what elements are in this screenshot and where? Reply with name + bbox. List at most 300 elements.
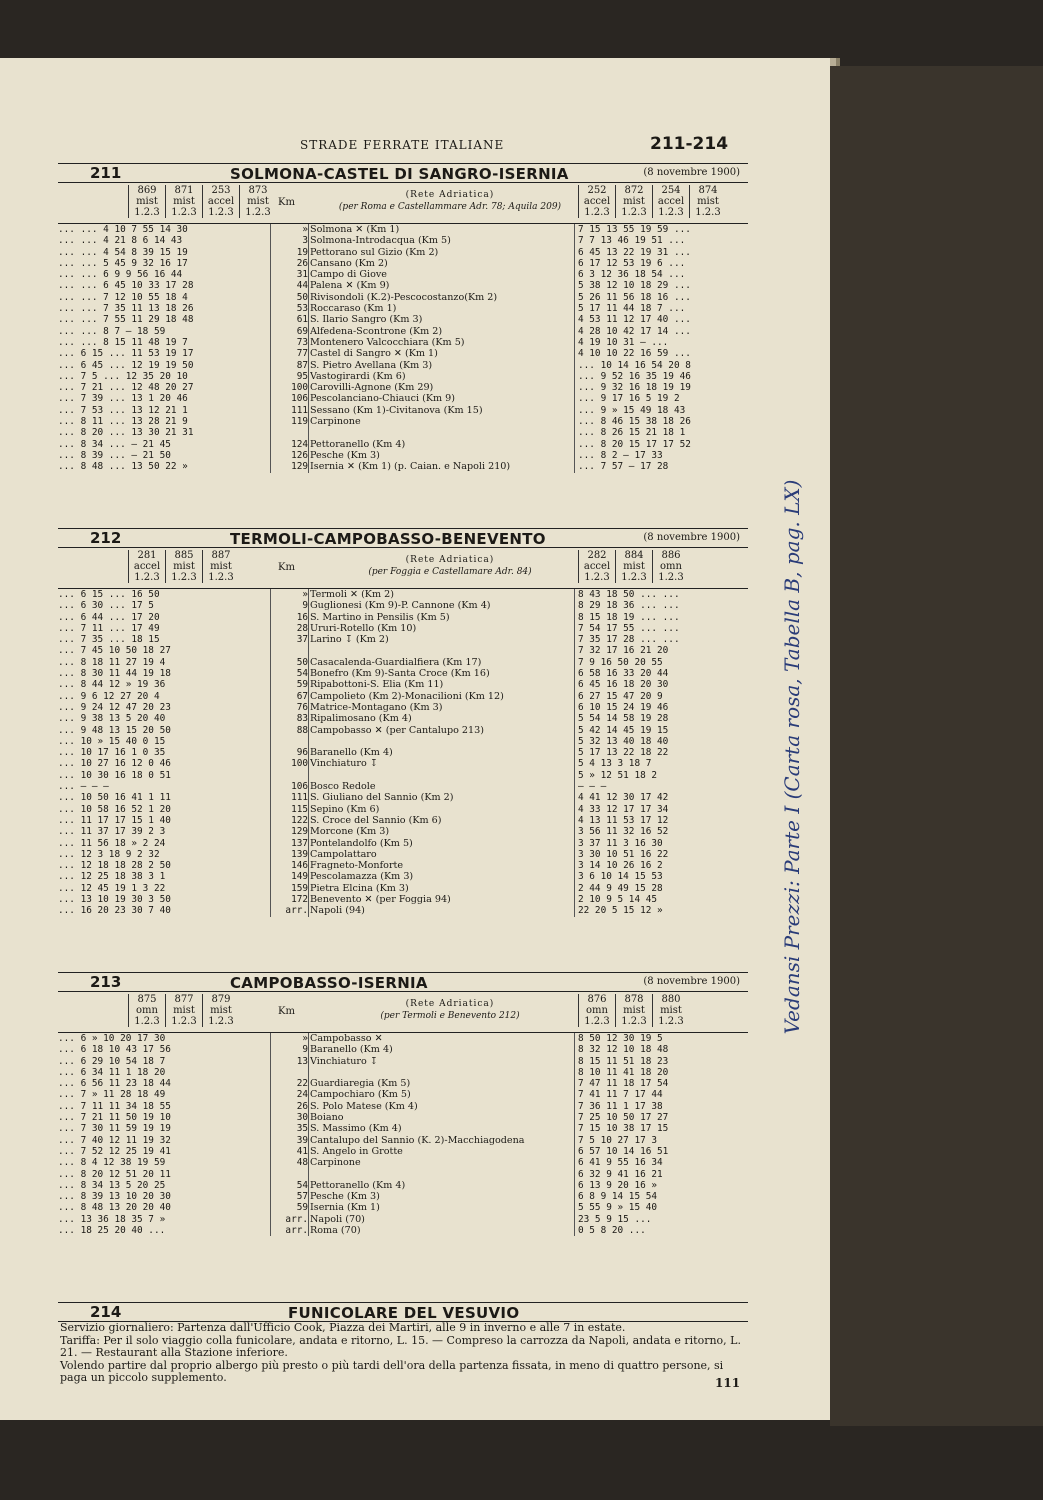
table-row (58, 393, 748, 404)
right-times: 5 55 9 » 15 40 (578, 1202, 658, 1214)
station-name: Benevento ✕ (per Foggia 94) (310, 894, 451, 906)
page-number: 111 (715, 1376, 741, 1390)
left-times: ... ... 7 12 10 55 18 4 (58, 291, 188, 303)
column-rule (308, 224, 309, 473)
km-cell: 28 (296, 622, 308, 634)
right-times: 3 6 10 14 15 53 (578, 871, 663, 883)
train-column-label: 252 accel 1.2.3 (578, 185, 615, 218)
km-cell: 100 (291, 758, 308, 770)
left-times: ... 8 4 12 38 19 59 (58, 1157, 166, 1169)
station-name: S. Polo Matese (Km 4) (310, 1100, 418, 1112)
km-cell: 44 (296, 280, 308, 292)
train-header (58, 183, 748, 224)
station-name: Roma (70) (310, 1225, 361, 1237)
station-name: Matrice-Montagano (Km 3) (310, 701, 443, 713)
right-times: ... 10 14 16 54 20 8 (578, 359, 691, 371)
table-row (58, 1033, 748, 1044)
right-times: 8 43 18 50 ... ... (578, 589, 680, 600)
station-name: S. Croce del Sannio (Km 6) (310, 814, 442, 826)
train-column-label: 880 mist 1.2.3 (652, 994, 689, 1027)
left-times: ... ... 8 15 11 48 19 7 (58, 336, 188, 348)
right-times: 4 10 10 22 16 59 ... (578, 348, 691, 360)
right-times: 5 4 13 3 18 7 (578, 758, 652, 770)
section-number: 211 (90, 164, 122, 182)
train-header (58, 992, 748, 1033)
column-rule (574, 589, 575, 917)
train-column-label: 877 mist 1.2.3 (165, 994, 202, 1027)
station-name: Castel di Sangro ✕ (Km 1) (310, 348, 438, 360)
table-row (58, 781, 748, 792)
km-cell: 159 (291, 882, 308, 894)
station-name: Isernia ✕ (Km 1) (p. Caian. e Napoli 210) (310, 461, 511, 473)
station-name: Vinchiaturo ↧ (310, 1055, 378, 1067)
station-name: Napoli (94) (310, 905, 365, 917)
left-times: ... 6 29 10 54 18 7 (58, 1055, 166, 1067)
table-row (58, 269, 748, 280)
network-name: (Rete Adriatica) (405, 999, 495, 1009)
network-name: (Rete Adriatica) (405, 555, 495, 565)
right-times: 4 13 11 53 17 12 (578, 814, 669, 826)
right-times: 8 50 12 30 19 5 (578, 1033, 663, 1044)
km-label: Km (278, 562, 295, 573)
km-cell: 106 (291, 781, 308, 793)
km-cell: 95 (296, 370, 308, 382)
right-times: 7 15 13 55 19 59 ... (578, 224, 691, 235)
station-name: Pescolanciano-Chiauci (Km 9) (310, 393, 455, 405)
train-header (58, 548, 748, 589)
km-cell: 67 (296, 690, 308, 702)
table-row (58, 360, 748, 371)
left-times: ... 9 6 12 27 20 4 (58, 690, 160, 702)
station-name: Bosco Redole (310, 781, 376, 793)
table-row (58, 623, 748, 634)
column-rule (308, 589, 309, 917)
left-times: ... 7 » 11 28 18 49 (58, 1089, 166, 1101)
station-name: Casacalenda-Guardialfiera (Km 17) (310, 656, 482, 668)
km-cell: 35 (296, 1123, 308, 1135)
train-column-label: 282 accel 1.2.3 (578, 550, 615, 583)
km-cell: 146 (291, 860, 308, 872)
left-times: ... 10 » 15 40 0 15 (58, 735, 166, 747)
km-cell: 50 (296, 291, 308, 303)
station-name: S. Pietro Avellana (Km 3) (310, 359, 433, 371)
km-cell: arr. (285, 1225, 308, 1237)
station-name: Guglionesi (Km 9)-P. Cannone (Km 4) (310, 600, 491, 612)
right-times: 3 56 11 32 16 52 (578, 826, 669, 838)
station-name: Larino ↧ (Km 2) (310, 634, 389, 646)
table-row (58, 461, 748, 472)
km-cell: 59 (296, 1202, 308, 1214)
table-row (58, 1067, 748, 1078)
right-train-columns (578, 185, 726, 218)
km-cell: 124 (291, 438, 308, 450)
right-times: 8 10 11 41 18 20 (578, 1066, 669, 1078)
left-times: ... 7 53 ... 13 12 21 1 (58, 404, 188, 416)
timetable-rows (58, 1033, 748, 1236)
left-times: ... 6 15 ... 16 50 (58, 589, 160, 600)
right-times: ... 9 » 15 49 18 43 (578, 404, 686, 416)
left-times: ... 7 11 11 34 18 55 (58, 1100, 171, 1112)
km-cell: 137 (291, 837, 308, 849)
right-times: 7 7 13 46 19 51 ... (578, 235, 686, 247)
table-row (58, 871, 748, 882)
km-cell: 39 (296, 1134, 308, 1146)
right-times: 7 5 10 27 17 3 (578, 1134, 658, 1146)
section-title: FUNICOLARE DEL VESUVIO (288, 1304, 520, 1322)
table-row (58, 247, 748, 258)
km-cell: 53 (296, 303, 308, 315)
right-times: ... 9 32 16 18 19 19 (578, 382, 691, 394)
table-row (58, 427, 748, 438)
running-head-title: STRADE FERRATE ITALIANE (300, 138, 505, 152)
table-row (58, 736, 748, 747)
table-row (58, 1157, 748, 1168)
right-times: ... 7 57 — 17 28 (578, 461, 669, 473)
station-name: Sepino (Km 6) (310, 803, 380, 815)
left-times: ... 9 24 12 47 20 23 (58, 701, 171, 713)
connection-note: (per Termoli e Benevento 212) (380, 1011, 520, 1021)
train-column-label: 253 accel 1.2.3 (202, 185, 239, 218)
km-cell: 30 (296, 1112, 308, 1124)
right-times: 7 9 16 50 20 55 (578, 656, 663, 668)
table-row (58, 1112, 748, 1123)
left-times: ... 11 56 18 » 2 24 (58, 837, 166, 849)
train-column-label: 884 mist 1.2.3 (615, 550, 652, 583)
train-column-label: 281 accel 1.2.3 (128, 550, 165, 583)
km-cell: 13 (296, 1055, 308, 1067)
train-column-label: 886 omn 1.2.3 (652, 550, 689, 583)
km-cell: 24 (296, 1089, 308, 1101)
station-name: Campolattaro (310, 848, 377, 860)
station-name: Solmona ✕ (Km 1) (310, 224, 400, 235)
km-cell: 111 (291, 792, 308, 804)
right-times: 7 41 11 7 17 44 (578, 1089, 663, 1101)
table-row (58, 1214, 748, 1225)
right-times: 8 29 18 36 ... ... (578, 600, 680, 612)
right-times: 7 25 10 50 17 27 (578, 1112, 669, 1124)
km-cell: 61 (296, 314, 308, 326)
table-row (58, 1180, 748, 1191)
km-cell: 119 (291, 416, 308, 428)
left-times: ... 6 » 10 20 17 30 (58, 1033, 166, 1044)
right-times: 22 20 5 15 12 » (578, 905, 663, 917)
right-times: 6 32 9 41 16 21 (578, 1168, 663, 1180)
table-row (58, 838, 748, 849)
station-name: Solmona-Introdacqua (Km 5) (310, 235, 451, 247)
right-times: 5 17 11 44 18 7 ... (578, 303, 686, 315)
table-row (58, 1101, 748, 1112)
station-name: Campobasso ✕ (310, 1033, 383, 1044)
right-times: ... 9 52 16 35 19 46 (578, 370, 691, 382)
left-times: ... ... 6 45 10 33 17 28 (58, 280, 194, 292)
station-name: Roccaraso (Km 1) (310, 303, 397, 315)
table-row (58, 668, 748, 679)
left-times: ... 13 36 18 35 7 » (58, 1213, 166, 1225)
left-times: ... ... 7 55 11 29 18 48 (58, 314, 194, 326)
left-times: ... 7 52 12 25 19 41 (58, 1145, 171, 1157)
right-times: 4 33 12 17 17 34 (578, 803, 669, 815)
table-row (58, 382, 748, 393)
train-column-label: 876 omn 1.2.3 (578, 994, 615, 1027)
right-times: ... 9 17 16 5 19 2 (578, 393, 680, 405)
section-title: TERMOLI-CAMPOBASSO-BENEVENTO (230, 530, 546, 548)
right-times: 2 44 9 49 15 28 (578, 882, 663, 894)
side-advert (752, 390, 812, 1130)
station-name: Pettoranello (Km 4) (310, 1179, 406, 1191)
table-row (58, 235, 748, 246)
left-times: ... 10 17 16 1 0 35 (58, 747, 166, 759)
side-advert-text: Vedansi Prezzi: Parte I (Carta rosa, Tabella B, pag. LX) (780, 479, 804, 1035)
table-row (58, 804, 748, 815)
table-row (58, 1089, 748, 1100)
right-times: 5 17 13 22 18 22 (578, 747, 669, 759)
left-times: ... 12 25 18 38 3 1 (58, 871, 166, 883)
left-times: ... 6 45 ... 12 19 19 50 (58, 359, 194, 371)
station-name: Isernia (Km 1) (310, 1202, 380, 1214)
table-row (58, 612, 748, 623)
table-row (58, 439, 748, 450)
km-cell: 126 (291, 449, 308, 461)
table-row (58, 645, 748, 656)
table-row (58, 894, 748, 905)
column-rule (270, 224, 271, 473)
section-date: (8 novembre 1900) (643, 167, 740, 178)
km-cell: 115 (291, 803, 308, 815)
right-times: ... 8 46 15 38 18 26 (578, 416, 691, 428)
table-row (58, 1135, 748, 1146)
right-times: 3 30 10 51 16 22 (578, 848, 669, 860)
table-row (58, 303, 748, 314)
table-row (58, 450, 748, 461)
right-times: 6 57 10 14 16 51 (578, 1145, 669, 1157)
table-row (58, 770, 748, 781)
section-header (58, 163, 748, 183)
table-row (58, 1123, 748, 1134)
right-times: 7 35 17 28 ... ... (578, 634, 680, 646)
left-times: ... 7 30 11 59 19 19 (58, 1123, 171, 1135)
station-name: S. Massimo (Km 4) (310, 1123, 402, 1135)
table-row (58, 405, 748, 416)
km-cell: 54 (296, 668, 308, 680)
left-times: ... 8 44 12 » 19 36 (58, 679, 166, 691)
train-column-label: 878 mist 1.2.3 (615, 994, 652, 1027)
left-times: ... 16 20 23 30 7 40 (58, 905, 171, 917)
timetable-rows (58, 224, 748, 473)
right-times: 3 37 11 3 16 30 (578, 837, 663, 849)
station-name: Fragneto-Monforte (310, 860, 404, 872)
left-times: ... 7 21 11 50 19 10 (58, 1112, 171, 1124)
table-row (58, 1044, 748, 1055)
km-cell: 48 (296, 1157, 308, 1169)
column-rule (574, 1033, 575, 1236)
station-name: Termoli ✕ (Km 2) (310, 589, 394, 600)
km-cell: 19 (296, 246, 308, 258)
section-header (58, 1302, 748, 1322)
km-cell: 50 (296, 656, 308, 668)
km-cell: 129 (291, 826, 308, 838)
km-cell: 73 (296, 336, 308, 348)
station-name: Carpinone (310, 416, 361, 428)
right-times: 6 3 12 36 18 54 ... (578, 269, 686, 281)
running-head-range: 211-214 (650, 134, 729, 154)
train-column-label: 887 mist 1.2.3 (202, 550, 239, 583)
table-row (58, 815, 748, 826)
train-column-label: 885 mist 1.2.3 (165, 550, 202, 583)
left-times: ... 6 18 10 43 17 56 (58, 1044, 171, 1056)
funicolare-text (58, 1322, 748, 1385)
left-times: ... 9 48 13 15 20 50 (58, 724, 171, 736)
km-cell: 16 (296, 611, 308, 623)
km-cell: 77 (296, 348, 308, 360)
column-rule (270, 589, 271, 917)
left-times: ... 8 39 ... — 21 50 (58, 449, 171, 461)
left-times: ... 8 11 ... 13 28 21 9 (58, 416, 188, 428)
station-name: Cantalupo del Sannio (K. 2)-Macchiagodena (310, 1134, 525, 1146)
station-name: S. Martino in Pensilis (Km 5) (310, 611, 450, 623)
left-times: ... ... 4 21 8 6 14 43 (58, 235, 183, 247)
km-cell: 37 (296, 634, 308, 646)
right-train-columns (578, 550, 689, 583)
table-row (58, 747, 748, 758)
km-cell: 69 (296, 325, 308, 337)
section-212 (58, 528, 748, 917)
left-train-columns (128, 994, 239, 1027)
train-column-label: 869 mist 1.2.3 (128, 185, 165, 218)
station-name: Campochiaro (Km 5) (310, 1089, 411, 1101)
table-row (58, 713, 748, 724)
station-name: S. Giuliano del Sannio (Km 2) (310, 792, 454, 804)
km-cell: 22 (296, 1078, 308, 1090)
km-label: Km (278, 197, 295, 208)
left-times: ... 8 34 13 5 20 25 (58, 1179, 166, 1191)
right-times: 5 26 11 56 18 16 ... (578, 291, 691, 303)
right-times: 7 32 17 16 21 20 (578, 645, 669, 657)
section-211 (58, 163, 748, 473)
left-times: ... ... 4 10 7 55 14 30 (58, 224, 188, 235)
right-times: 7 36 11 1 17 38 (578, 1100, 663, 1112)
km-cell: » (302, 1033, 308, 1044)
km-cell: 88 (296, 724, 308, 736)
table-row (58, 416, 748, 427)
left-times: ... — — — (58, 781, 109, 793)
right-times: 5 42 14 45 19 15 (578, 724, 669, 736)
left-times: ... 7 35 ... 18 15 (58, 634, 160, 646)
table-row (58, 589, 748, 600)
station-name: Boiano (310, 1112, 344, 1124)
left-times: ... 9 38 13 5 20 40 (58, 713, 166, 725)
right-times: 7 54 17 55 ... ... (578, 622, 680, 634)
train-column-label: 875 omn 1.2.3 (128, 994, 165, 1027)
km-cell: 41 (296, 1145, 308, 1157)
km-cell: 57 (296, 1191, 308, 1203)
right-times: 6 45 16 18 20 30 (578, 679, 669, 691)
funicolare-line: Volendo partire dal proprio albergo più presto o più tardi dell'ora della partenza fissata, in meno di quattro persone, si paga un piccolo supplemento. (60, 1358, 724, 1384)
page-edge (830, 66, 1043, 1426)
table-row (58, 292, 748, 303)
table-row (58, 371, 748, 382)
train-column-label: 254 accel 1.2.3 (652, 185, 689, 218)
km-cell: 106 (291, 393, 308, 405)
km-cell: » (302, 589, 308, 600)
column-rule (308, 1033, 309, 1236)
train-column-label: 873 mist 1.2.3 (239, 185, 276, 218)
table-row (58, 1078, 748, 1089)
left-times: ... 13 10 19 30 3 50 (58, 894, 171, 906)
station-name: Montenero Valcocchiara (Km 5) (310, 336, 465, 348)
left-times: ... 6 34 11 1 18 20 (58, 1066, 166, 1078)
station-name: Cansano (Km 2) (310, 257, 388, 269)
km-cell: 9 (302, 600, 308, 612)
table-row (58, 1191, 748, 1202)
km-cell: arr. (285, 905, 308, 917)
section-number: 212 (90, 529, 122, 547)
km-cell: 3 (302, 235, 308, 247)
table-row (58, 326, 748, 337)
km-label: Km (278, 1006, 295, 1017)
km-cell: 59 (296, 679, 308, 691)
km-cell: 76 (296, 701, 308, 713)
right-times: ... 8 2 — 17 33 (578, 449, 663, 461)
column-rule (574, 224, 575, 473)
left-times: ... ... 8 7 — 18 59 (58, 325, 166, 337)
station-name: Morcone (Km 3) (310, 826, 390, 838)
left-times: ... 6 15 ... 11 53 19 17 (58, 348, 194, 360)
right-times: 6 17 12 53 19 6 ... (578, 257, 686, 269)
station-name: Campolieto (Km 2)-Monacilioni (Km 12) (310, 690, 504, 702)
station-name: Ururi-Rotello (Km 10) (310, 622, 417, 634)
table-row (58, 860, 748, 871)
right-train-columns (578, 994, 689, 1027)
left-times: ... 10 27 16 12 0 46 (58, 758, 171, 770)
left-times: ... 6 30 ... 17 5 (58, 600, 154, 612)
km-cell: » (302, 224, 308, 235)
station-name: Pesche (Km 3) (310, 449, 380, 461)
table-row (58, 337, 748, 348)
station-name: Baranello (Km 4) (310, 1044, 393, 1056)
right-times: 5 32 13 40 18 40 (578, 735, 669, 747)
funicolare-line: Servizio giornaliero: Partenza dall'Ufficio Cook, Piazza dei Martiri, alle 9 in inverno e alle 7 in estate. (60, 1321, 626, 1334)
table-row (58, 849, 748, 860)
station-name: Ripabottoni-S. Elia (Km 11) (310, 679, 444, 691)
right-times: 6 45 13 22 19 31 ... (578, 246, 691, 258)
station-name: Sessano (Km 1)-Civitanova (Km 15) (310, 404, 483, 416)
table-row (58, 1202, 748, 1213)
table-row (58, 725, 748, 736)
station-name: S. Ilario Sangro (Km 3) (310, 314, 423, 326)
right-times: 0 5 8 20 ... (578, 1225, 646, 1237)
left-train-columns (128, 550, 239, 583)
right-times: 4 19 10 31 — ... (578, 336, 669, 348)
section-header (58, 972, 748, 992)
station-name: Vinchiaturo ↧ (310, 758, 378, 770)
table-row (58, 1056, 748, 1067)
table-row (58, 679, 748, 690)
right-times: 3 14 10 26 16 2 (578, 860, 663, 872)
table-row (58, 348, 748, 359)
km-cell: 83 (296, 713, 308, 725)
right-times: 5 » 12 51 18 2 (578, 769, 658, 781)
connection-note: (per Foggia e Castellamare Adr. 84) (368, 567, 532, 577)
station-name: Carpinone (310, 1157, 361, 1169)
funicolare-line: Tariffa: Per il solo viaggio colla funicolare, andata e ritorno, L. 15. — Compreso la carrozza da Napoli, andata e ritorno, L. 21. — Restaurant alla Stazione inferiore. (60, 1333, 741, 1359)
section-number: 214 (90, 1303, 122, 1321)
right-times: 6 27 15 47 20 9 (578, 690, 663, 702)
km-cell: 96 (296, 747, 308, 759)
section-title: SOLMONA-CASTEL DI SANGRO-ISERNIA (230, 165, 569, 183)
route-note (320, 554, 580, 578)
right-times: 6 13 9 20 16 » (578, 1179, 658, 1191)
table-row (58, 258, 748, 269)
